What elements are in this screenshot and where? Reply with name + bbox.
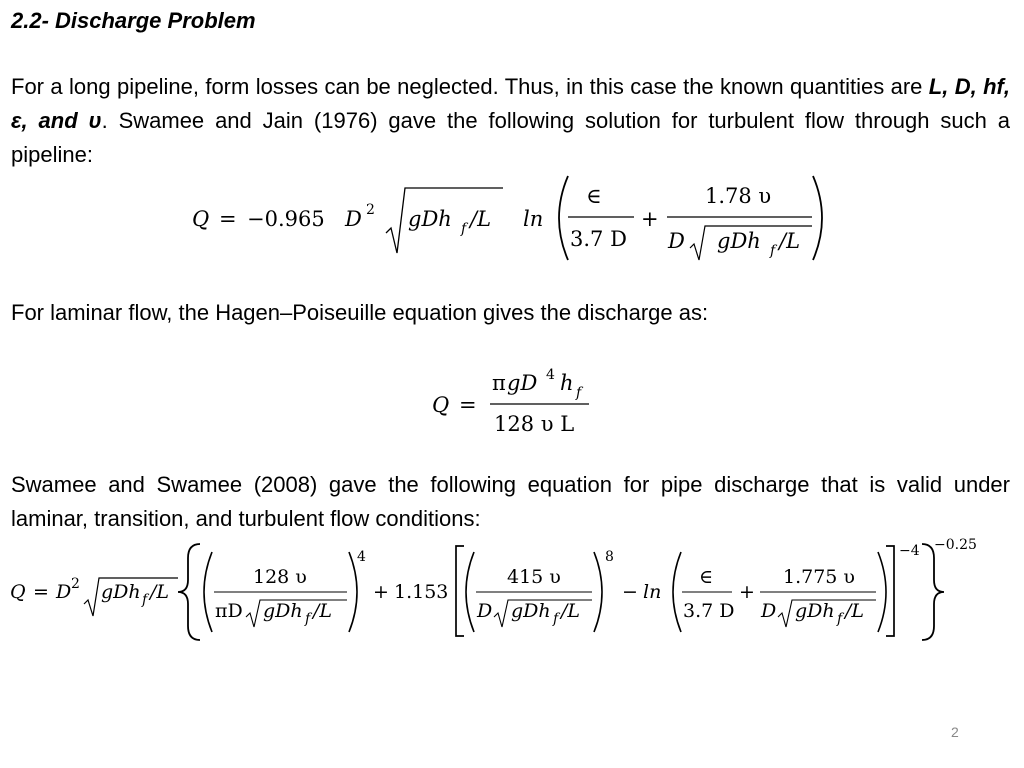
eq-symbol: D bbox=[761, 600, 777, 622]
eq-symbol: gDh bbox=[101, 581, 141, 603]
right-brace bbox=[922, 544, 944, 640]
left-brace bbox=[178, 544, 200, 640]
eq-symbol: 128 υ L bbox=[494, 412, 575, 436]
known-quantities: L, D, hf, ε, and υ bbox=[11, 74, 1010, 133]
eq-symbol: gDh bbox=[408, 207, 452, 231]
eq-subscript: f bbox=[770, 243, 776, 259]
eq-symbol: + bbox=[641, 207, 659, 231]
eq-symbol: D bbox=[668, 229, 685, 253]
eq-symbol: = bbox=[459, 393, 477, 417]
paragraph-text: . Swamee and Jain (1976) gave the following solution for turbulent flow through such a pipeline: bbox=[11, 108, 1010, 167]
eq-symbol: πD bbox=[215, 600, 243, 622]
eq-function: ln bbox=[523, 207, 544, 231]
eq-symbol: + bbox=[373, 581, 389, 603]
eq-symbol: /L bbox=[470, 207, 492, 231]
eq-subscript: f bbox=[142, 592, 148, 608]
eq-symbol: /L bbox=[150, 581, 170, 603]
eq-symbol: /L bbox=[779, 229, 801, 253]
left-paren bbox=[673, 552, 681, 632]
eq-symbol: 1.775 υ bbox=[783, 566, 855, 588]
paragraph-text: For a long pipeline, form losses can be neglected. Thus, in this case the known quantities are bbox=[11, 74, 929, 99]
eq-exponent: 4 bbox=[546, 367, 555, 383]
eq-symbol: gDh bbox=[795, 600, 835, 622]
eq-symbol: 3.7 D bbox=[570, 227, 627, 251]
left-paren bbox=[466, 552, 474, 632]
equation-swamee-jain bbox=[0, 172, 1024, 272]
eq-symbol: /L bbox=[845, 600, 865, 622]
left-bracket bbox=[456, 546, 464, 636]
eq-symbol: − bbox=[622, 581, 638, 603]
eq-symbol: + bbox=[739, 581, 755, 603]
eq-subscript: f bbox=[837, 611, 843, 627]
eq-subscript: f bbox=[576, 385, 582, 401]
eq-subscript: f bbox=[461, 221, 467, 237]
eq-exponent: −0.25 bbox=[934, 537, 977, 553]
eq-number: 1.153 bbox=[394, 581, 449, 603]
eq-exponent: 2 bbox=[71, 576, 80, 592]
eq-symbol: 3.7 D bbox=[683, 600, 735, 622]
eq-symbol: D bbox=[477, 600, 493, 622]
right-paren bbox=[813, 176, 822, 260]
eq-symbol: 128 υ bbox=[253, 566, 307, 588]
eq-function: ln bbox=[643, 581, 662, 603]
eq-symbol: D bbox=[56, 581, 72, 603]
left-paren bbox=[559, 176, 568, 260]
eq-symbol: ∈ bbox=[699, 566, 714, 588]
eq-symbol: 1.78 υ bbox=[705, 184, 772, 208]
eq-exponent: 4 bbox=[357, 549, 366, 565]
right-bracket bbox=[886, 546, 894, 636]
eq3-prefix bbox=[10, 576, 178, 616]
eq-symbol: 415 υ bbox=[507, 566, 561, 588]
eq-symbol: /L bbox=[561, 600, 581, 622]
eq-exponent: −4 bbox=[899, 543, 920, 559]
right-paren bbox=[349, 552, 357, 632]
section-heading: 2.2- Discharge Problem bbox=[11, 8, 256, 33]
eq-exponent: 2 bbox=[366, 202, 375, 218]
eq-symbol: h bbox=[560, 371, 574, 395]
eq-symbol: Q bbox=[10, 581, 26, 603]
eq-symbol: ∈ bbox=[586, 184, 602, 208]
left-paren bbox=[204, 552, 212, 632]
equation-swamee-swamee bbox=[0, 530, 1024, 650]
eq-symbol: = bbox=[219, 207, 237, 231]
right-paren bbox=[878, 552, 886, 632]
eq-symbol: /L bbox=[313, 600, 333, 622]
paragraph-laminar: For laminar flow, the Hagen–Poiseuille equation gives the discharge as: bbox=[11, 300, 709, 325]
eq-exponent: 8 bbox=[605, 549, 614, 565]
eq-symbol: π bbox=[492, 371, 506, 395]
right-paren bbox=[594, 552, 602, 632]
paragraph-pipeline-intro bbox=[11, 70, 1010, 172]
eq-subscript: f bbox=[553, 611, 559, 627]
eq-symbol: = bbox=[33, 581, 49, 603]
eq-symbol: gDh bbox=[717, 229, 761, 253]
page-number: 2 bbox=[951, 724, 959, 740]
paragraph-swamee-2008: Swamee and Swamee (2008) gave the following equation for pipe discharge that is valid under laminar, transition, and turbulent flow conditions: bbox=[11, 472, 1010, 531]
eq-symbol: gDh bbox=[511, 600, 551, 622]
eq-symbol: gD bbox=[507, 371, 538, 395]
eq-symbol: gDh bbox=[263, 600, 303, 622]
equation-hagen-poiseuille bbox=[0, 360, 1024, 440]
eq-symbol: D bbox=[345, 207, 362, 231]
eq-subscript: f bbox=[305, 611, 311, 627]
eq-symbol: Q bbox=[192, 207, 210, 231]
eq-number: −0.965 bbox=[247, 207, 325, 231]
eq-symbol: Q bbox=[432, 393, 450, 417]
